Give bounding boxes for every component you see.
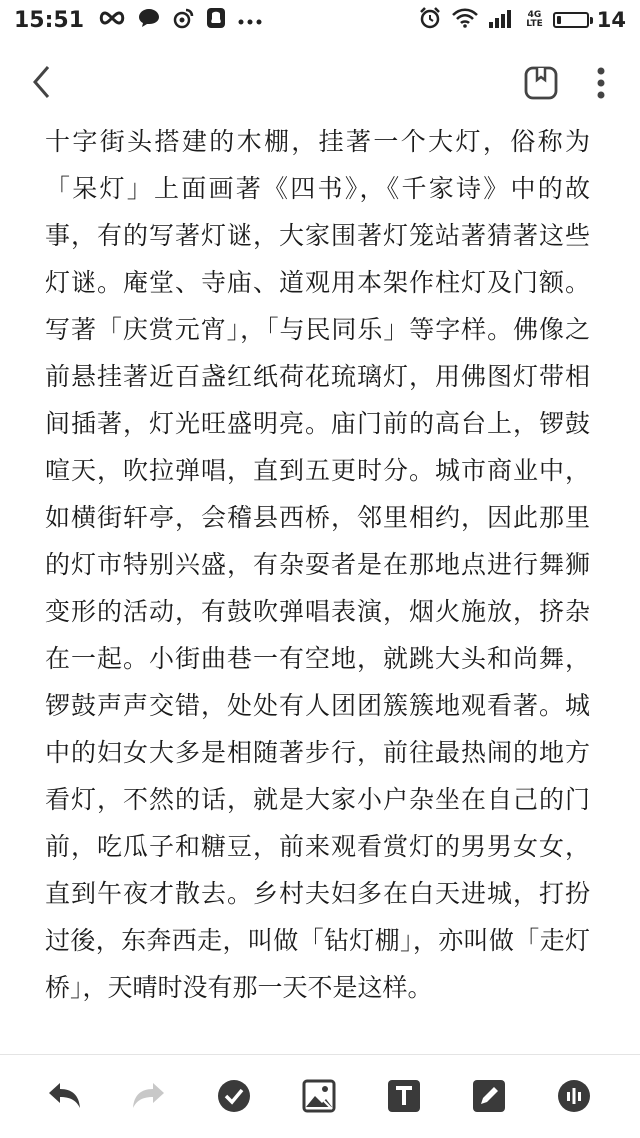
redo-button[interactable] (129, 1076, 169, 1116)
notification-icons (98, 7, 262, 33)
status-bar (0, 0, 640, 40)
infinity-icon (98, 10, 126, 30)
status-time: 15:51 (14, 7, 85, 33)
app-bar (0, 50, 640, 114)
battery-tip (590, 17, 593, 24)
qq-icon (206, 7, 226, 33)
network-lte: LTE (526, 19, 543, 29)
battery-level: 14 (596, 8, 626, 32)
more-options-button[interactable] (586, 64, 616, 102)
pen-icon (472, 1079, 506, 1113)
signal-icon (488, 8, 516, 32)
battery-body (553, 12, 589, 28)
chat-bubble-icon (138, 7, 160, 33)
checkmark-icon (216, 1078, 252, 1114)
undo-button[interactable] (44, 1076, 84, 1116)
bookmark-icon (524, 66, 558, 100)
network-generation: 4G (527, 10, 542, 20)
bookmark-button[interactable] (522, 64, 560, 102)
text-format-icon (387, 1079, 421, 1113)
draw-button[interactable] (469, 1076, 509, 1116)
undo-icon (46, 1081, 82, 1111)
weibo-icon (172, 7, 194, 33)
toolbar-divider (0, 1054, 640, 1055)
network-type (526, 11, 543, 29)
battery-icon (553, 8, 626, 32)
audio-icon (556, 1078, 592, 1114)
insert-image-button[interactable] (299, 1076, 339, 1116)
note-paragraph: 十字街头搭建的木棚，挂著一个大灯，俗称为「呆灯」上面画著《四书》，《千家诗》中的故事，有的写著灯谜，大家围著灯笼站著猜著这些灯谜。庵堂、寺庙、道观用本架作柱灯及门额。写著「庆赏元宵」，「与民同乐」等字样。佛像之前悬挂著近百盏红纸荷花琉璃灯，用佛图灯带相间插著，灯光旺盛明亮。庙门前的高台上，锣鼓喧天，吹拉弹唱，直到五更时分。城市商业中，如横街轩亭，会稽县西桥，邻里相约，因此那里的灯市特别兴盛，有杂耍者是在那地点进行舞狮变形的活动，有鼓吹弹唱表演，烟火施放，挤杂在一起。小街曲巷一有空地，就跳大头和尚舞，锣鼓声声交错，处处有人团团簇簇地观看著。城中的妇女大多是相随著步行，前往最热闹的地方看灯，不然的话，就是大家小户杂坐在自己的门前，吃瓜子和糖豆，前来观看赏灯的男男女女，直到午夜才散去。乡村夫妇多在白天进城，打扮过後，东奔西走，叫做「钻灯棚」，亦叫做「走灯桥」，天晴时没有那一天不是这样。 (45, 127, 590, 1002)
system-status (418, 6, 626, 34)
more-vertical-icon (596, 66, 606, 100)
alarm-icon (418, 6, 442, 34)
audio-record-button[interactable] (554, 1076, 594, 1116)
note-content[interactable] (45, 118, 590, 1011)
battery-fill (557, 16, 561, 24)
text-format-button[interactable] (384, 1076, 424, 1116)
back-chevron-icon (30, 64, 54, 100)
image-icon (302, 1079, 336, 1113)
redo-icon (131, 1081, 167, 1111)
back-button[interactable] (22, 60, 62, 104)
wifi-icon (452, 8, 478, 32)
checklist-button[interactable] (214, 1076, 254, 1116)
editor-toolbar (0, 1056, 640, 1138)
more-dots-icon (238, 11, 262, 30)
